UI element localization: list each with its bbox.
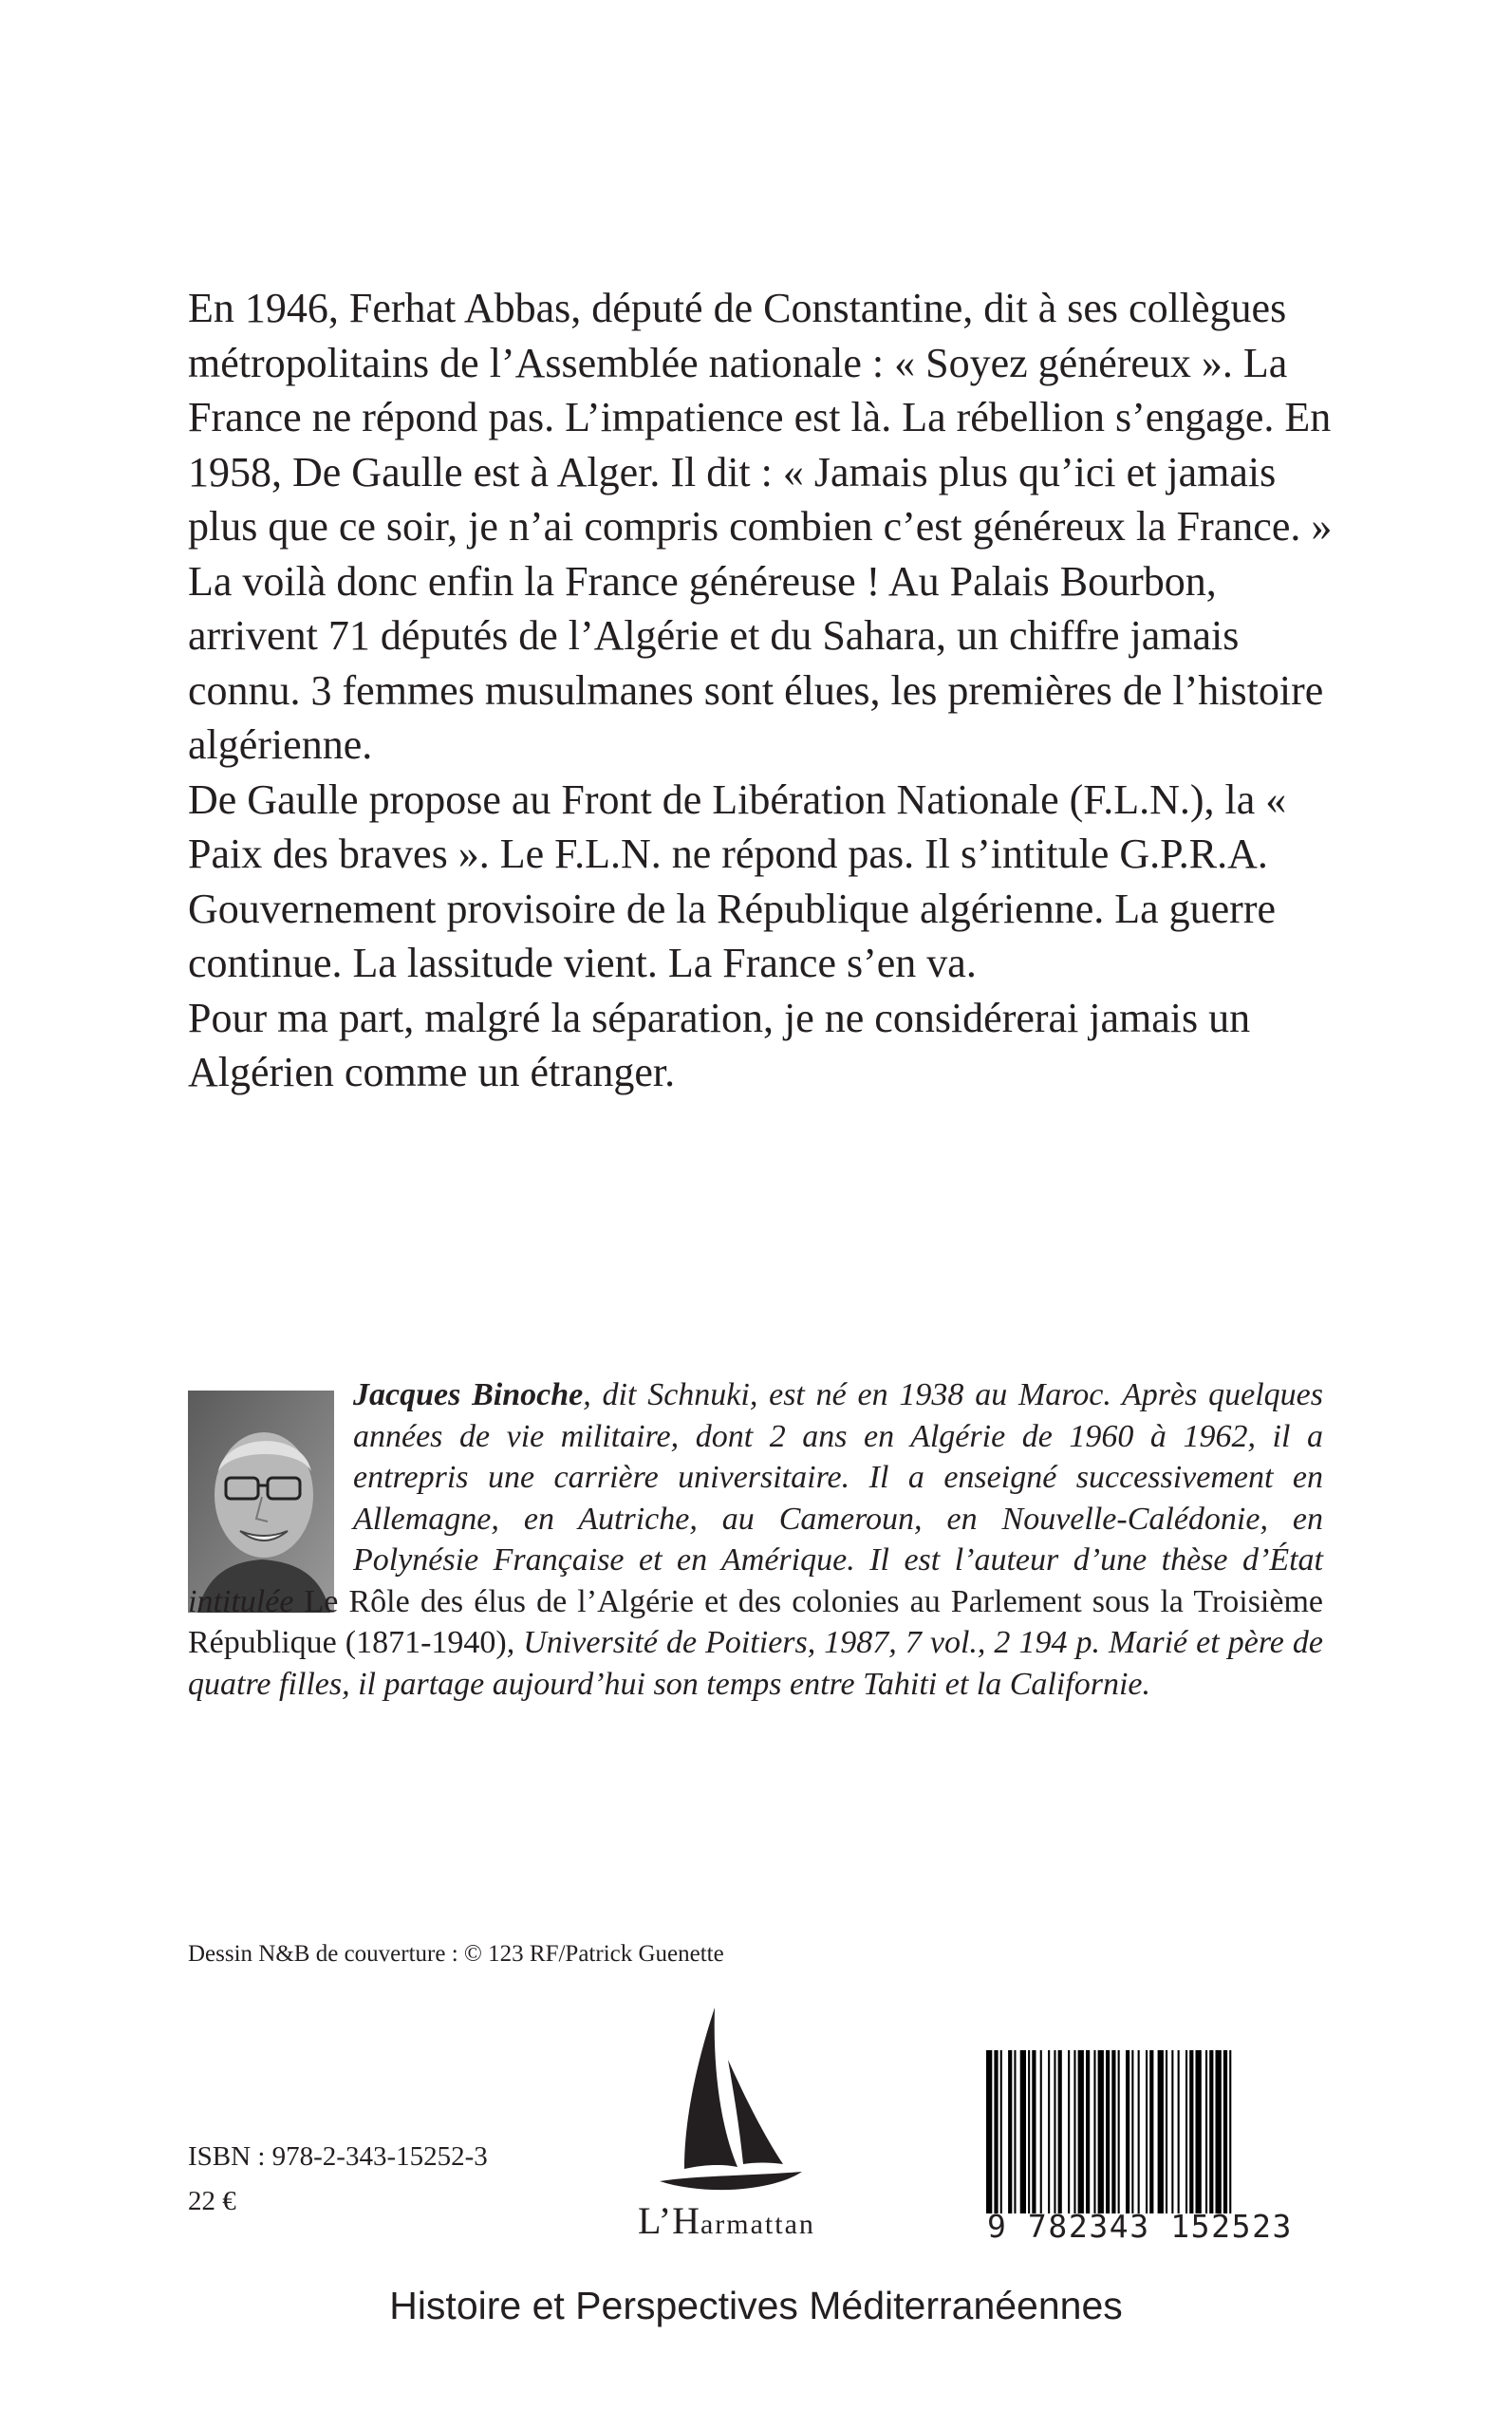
author-bio xyxy=(188,1374,1323,1705)
bio-text: , dit Schnuki, est né en 1938 au Maroc. Après quelques années de vie militaire, dont 2 ans en Algérie de 1960 à 1962, il a entrepris une carrière universitaire. Il a enseigné successivement en Allemagne, en Autriche, au Cameroun, en Nouvelle-Calédonie, en Polynésie Française et en Amérique. Il est l’auteur d’une thèse d’État intitulée xyxy=(188,1377,1323,1619)
publisher-name xyxy=(638,2200,815,2246)
publisher-rest: armattan xyxy=(700,2209,815,2240)
barcode xyxy=(982,2050,1354,2213)
paragraph: Pour ma part, malgré la séparation, je ne considérerai jamais un Algérien comme un étranger. xyxy=(188,994,1251,1095)
barcode-digits: 9 782343 152523 xyxy=(987,2208,1294,2245)
cover-credit: Dessin N&B de couverture : © 123 RF/Patrick Guenette xyxy=(188,1941,724,1967)
isbn: ISBN : 978-2-343-15252-3 xyxy=(188,2141,488,2172)
back-cover-text xyxy=(188,281,1336,1100)
paragraph: De Gaulle propose au Front de Libération Nationale (F.L.N.), la « Paix des braves ». Le F.L.N. ne répond pas. Il s’intitule G.P.R.A. Gouvernement provisoire de la République algérienne. La guerre continue. La lassitude vient. La France s’en va. xyxy=(188,775,1287,986)
series-title: Histoire et Perspectives Méditerranéennes xyxy=(389,2284,1123,2327)
publisher-initial: L’H xyxy=(638,2199,700,2242)
paragraph: En 1946, Ferhat Abbas, député de Constantine, dit à ses collègues métropolitains de l’Assemblée nationale : « Soyez généreux ». La France ne répond pas. L’impatience est là. La rébellion s’engage. En 1958, De Gaulle est à Alger. Il dit : « Jamais plus qu’ici et jamais plus que ce soir, je n’ai compris combien c’est généreux la France. » La voilà donc enfin la France généreuse ! Au Palais Bourbon, arrivent 71 députés de l’Algérie et du Sahara, un chiffre jamais connu. 3 femmes musulmanes sont élues, les premières de l’histoire algérienne. xyxy=(188,285,1333,768)
price: 22 € xyxy=(188,2186,236,2216)
author-name: Jacques Binoche xyxy=(353,1377,584,1412)
bio-text: , Université de Poitiers, 1987, 7 vol., 2 194 p. Marié et père de quatre filles, il partage aujourd’hui son temps entre Tahiti et la Californie. xyxy=(188,1625,1324,1702)
thesis-title: Le Rôle des élus de l’Algérie et des colonies au Parlement sous la Troisième République (1871-1940) xyxy=(188,1583,1324,1660)
